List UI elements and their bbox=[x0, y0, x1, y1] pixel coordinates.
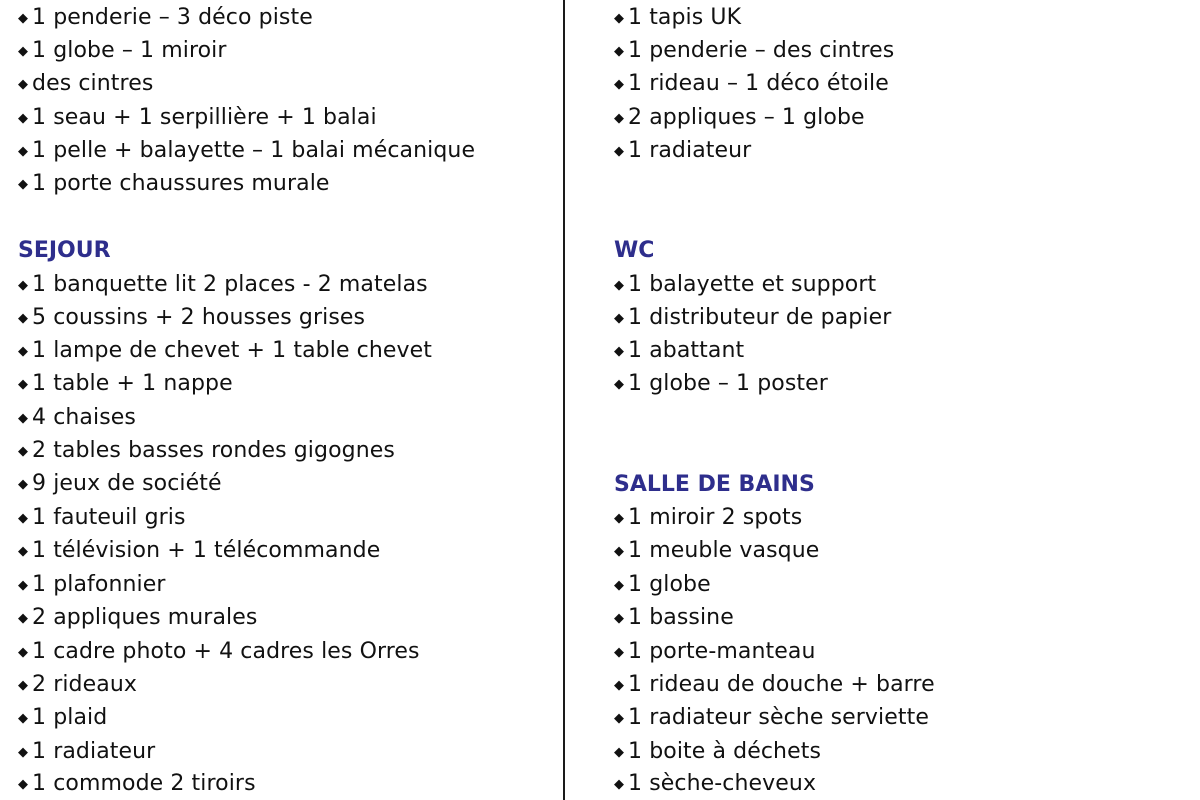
list-item: ◆ 1 sèche-cheveux bbox=[614, 767, 816, 800]
diamond-bullet-icon: ◆ bbox=[18, 177, 29, 192]
list-item: ◆ 9 jeux de société bbox=[18, 467, 222, 500]
column-divider bbox=[563, 0, 565, 800]
list-item: ◆ 2 tables basses rondes gigognes bbox=[18, 434, 395, 467]
diamond-bullet-icon: ◆ bbox=[614, 745, 625, 760]
diamond-bullet-icon: ◆ bbox=[18, 678, 29, 693]
list-item: ◆ 2 appliques murales bbox=[18, 601, 257, 634]
diamond-bullet-icon: ◆ bbox=[614, 311, 625, 326]
list-item: ◆ 1 fauteuil gris bbox=[18, 501, 186, 534]
diamond-bullet-icon: ◆ bbox=[614, 77, 625, 92]
diamond-bullet-icon: ◆ bbox=[18, 477, 29, 492]
list-item: ◆ 1 porte-manteau bbox=[614, 635, 816, 668]
list-item: ◆ 1 meuble vasque bbox=[614, 534, 819, 567]
diamond-bullet-icon: ◆ bbox=[614, 344, 625, 359]
diamond-bullet-icon: ◆ bbox=[614, 278, 625, 293]
diamond-bullet-icon: ◆ bbox=[18, 344, 29, 359]
diamond-bullet-icon: ◆ bbox=[614, 711, 625, 726]
diamond-bullet-icon: ◆ bbox=[614, 511, 625, 526]
diamond-bullet-icon: ◆ bbox=[614, 44, 625, 59]
list-item: ◆ 1 globe bbox=[614, 568, 711, 601]
diamond-bullet-icon: ◆ bbox=[18, 544, 29, 559]
diamond-bullet-icon: ◆ bbox=[18, 578, 29, 593]
diamond-bullet-icon: ◆ bbox=[18, 311, 29, 326]
list-item: ◆ 1 télévision + 1 télécommande bbox=[18, 534, 380, 567]
diamond-bullet-icon: ◆ bbox=[18, 444, 29, 459]
diamond-bullet-icon: ◆ bbox=[18, 611, 29, 626]
list-item: ◆ 1 balayette et support bbox=[614, 268, 876, 301]
list-item: ◆ 1 boite à déchets bbox=[614, 735, 821, 768]
diamond-bullet-icon: ◆ bbox=[614, 578, 625, 593]
diamond-bullet-icon: ◆ bbox=[18, 511, 29, 526]
list-item: ◆ 1 seau + 1 serpillière + 1 balai bbox=[18, 101, 377, 134]
diamond-bullet-icon: ◆ bbox=[614, 11, 625, 26]
list-item: ◆ 1 radiateur bbox=[614, 134, 751, 167]
diamond-bullet-icon: ◆ bbox=[18, 645, 29, 660]
section-heading-salle-de-bains: SALLE DE BAINS bbox=[614, 472, 815, 497]
section-heading-sejour: SEJOUR bbox=[18, 238, 111, 263]
diamond-bullet-icon: ◆ bbox=[614, 544, 625, 559]
diamond-bullet-icon: ◆ bbox=[18, 377, 29, 392]
list-item: ◆ 1 rideau de douche + barre bbox=[614, 668, 935, 701]
diamond-bullet-icon: ◆ bbox=[614, 645, 625, 660]
diamond-bullet-icon: ◆ bbox=[18, 278, 29, 293]
list-item: ◆ 1 bassine bbox=[614, 601, 734, 634]
list-item: ◆ 4 chaises bbox=[18, 401, 136, 434]
list-item: ◆ 1 radiateur sèche serviette bbox=[614, 701, 929, 734]
list-item: ◆ 1 penderie – des cintres bbox=[614, 34, 894, 67]
list-item: ◆ 1 plaid bbox=[18, 701, 107, 734]
diamond-bullet-icon: ◆ bbox=[18, 711, 29, 726]
section-heading-wc: WC bbox=[614, 238, 655, 263]
list-item: ◆ 1 pelle + balayette – 1 balai mécanique bbox=[18, 134, 475, 167]
diamond-bullet-icon: ◆ bbox=[614, 111, 625, 126]
list-item: ◆ 1 distributeur de papier bbox=[614, 301, 891, 334]
list-item: ◆ 1 globe – 1 miroir bbox=[18, 34, 227, 67]
list-item: ◆ 1 miroir 2 spots bbox=[614, 501, 802, 534]
list-item: ◆ 1 rideau – 1 déco étoile bbox=[614, 67, 889, 100]
list-item: ◆ 1 plafonnier bbox=[18, 568, 166, 601]
list-item: ◆ 1 cadre photo + 4 cadres les Orres bbox=[18, 635, 420, 668]
diamond-bullet-icon: ◆ bbox=[18, 77, 29, 92]
diamond-bullet-icon: ◆ bbox=[18, 411, 29, 426]
list-item: ◆ 1 radiateur bbox=[18, 735, 155, 768]
diamond-bullet-icon: ◆ bbox=[614, 611, 625, 626]
diamond-bullet-icon: ◆ bbox=[614, 377, 625, 392]
list-item: ◆ 1 commode 2 tiroirs bbox=[18, 767, 256, 800]
list-item: ◆ 1 abattant bbox=[614, 334, 744, 367]
diamond-bullet-icon: ◆ bbox=[614, 777, 625, 792]
diamond-bullet-icon: ◆ bbox=[614, 144, 625, 159]
list-item: ◆ 1 globe – 1 poster bbox=[614, 367, 828, 400]
diamond-bullet-icon: ◆ bbox=[18, 777, 29, 792]
list-item: ◆ 1 table + 1 nappe bbox=[18, 367, 233, 400]
diamond-bullet-icon: ◆ bbox=[18, 11, 29, 26]
diamond-bullet-icon: ◆ bbox=[18, 111, 29, 126]
diamond-bullet-icon: ◆ bbox=[614, 678, 625, 693]
diamond-bullet-icon: ◆ bbox=[18, 745, 29, 760]
list-item: ◆ 1 porte chaussures murale bbox=[18, 167, 330, 200]
list-item: ◆ 5 coussins + 2 housses grises bbox=[18, 301, 365, 334]
list-item: ◆ 2 appliques – 1 globe bbox=[614, 101, 865, 134]
list-item: ◆ 2 rideaux bbox=[18, 668, 137, 701]
diamond-bullet-icon: ◆ bbox=[18, 144, 29, 159]
list-item: ◆ 1 penderie – 3 déco piste bbox=[18, 1, 313, 34]
list-item: ◆ des cintres bbox=[18, 67, 153, 100]
list-item: ◆ 1 tapis UK bbox=[614, 1, 741, 34]
diamond-bullet-icon: ◆ bbox=[18, 44, 29, 59]
list-item: ◆ 1 lampe de chevet + 1 table chevet bbox=[18, 334, 432, 367]
list-item: ◆ 1 banquette lit 2 places - 2 matelas bbox=[18, 268, 428, 301]
